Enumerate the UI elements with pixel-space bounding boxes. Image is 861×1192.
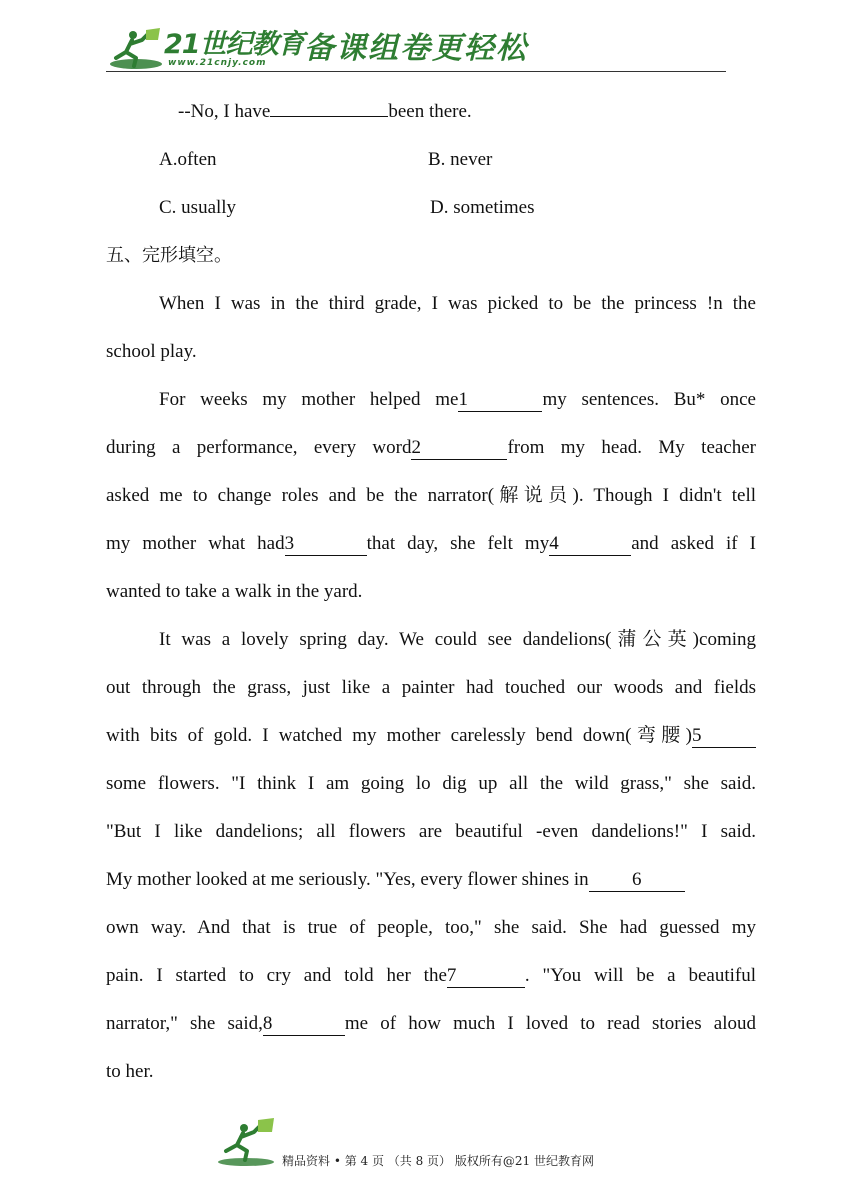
brand-url: www.21cnjy.com <box>168 58 267 68</box>
blank-1: 1 <box>458 389 542 412</box>
answer-blank <box>270 116 388 117</box>
passage-line: during a performance, every word2 from my head. My teacher <box>106 437 756 458</box>
blank-5: 5 <box>692 725 756 748</box>
passage-line: out through the grass, just like a painter had touched our woods and fields <box>106 677 756 698</box>
passage-line: "But I like dandelions; all flowers are beautiful -even dandelions!" I said. <box>106 821 756 842</box>
option-d: D. sometimes <box>430 197 535 218</box>
document-body <box>106 88 756 1096</box>
blank-3: 3 <box>285 533 367 556</box>
passage-line: with bits of gold. I watched my mother carelessly bend down(弯腰)5 <box>106 712 756 760</box>
option-b: B. never <box>428 149 493 170</box>
blank-2: 2 <box>411 437 507 460</box>
brand-slogan: 备课组卷更轻松 <box>304 31 528 66</box>
passage-line: some flowers. "I think I am going lo dig up all the wild grass," she said. <box>106 773 756 794</box>
answer-suffix: been there. <box>388 101 472 122</box>
blank-6: 6 <box>589 869 685 892</box>
passage-line: asked me to change roles and be the narrator(解说员). Though I didn't tell <box>106 485 756 506</box>
page-header <box>106 26 726 76</box>
passage-line: to her. <box>106 1061 154 1082</box>
passage-line: For weeks my mother helped me1 my sentences. Bu* once <box>159 389 756 410</box>
footer-text: 精品资料 • 第 4 页 （共 8 页） 版权所有@21 世纪教育网 <box>282 1154 594 1168</box>
header-divider <box>106 71 726 72</box>
passage-line: My mother looked at me seriously. "Yes, every flower shines in 6 <box>106 856 756 904</box>
options-row-2 <box>106 184 756 232</box>
passage-line: my mother what had3 that day, she felt my4 and asked if I <box>106 533 756 554</box>
blank-4: 4 <box>549 533 631 556</box>
passage-line: school play. <box>106 341 197 362</box>
options-row-1 <box>106 136 756 184</box>
section-heading: 五、完形填空。 <box>106 245 232 266</box>
runner-logo-icon <box>106 28 164 72</box>
blank-7: 7 <box>447 965 525 988</box>
passage-line: wanted to take a walk in the yard. <box>106 581 363 602</box>
runner-logo-icon <box>216 1116 276 1168</box>
blank-8: 8 <box>263 1013 345 1036</box>
answer-line <box>106 88 756 136</box>
passage-line: It was a lovely spring day. We could see dandelions(蒲公英)coming <box>159 629 756 650</box>
passage-line: own way. And that is true of people, too," she said. She had guessed my <box>106 917 756 938</box>
option-a: A.often <box>159 149 217 170</box>
page-footer <box>216 1116 676 1172</box>
option-c: C. usually <box>159 197 237 218</box>
passage-line: pain. I started to cry and told her the7 . "You will be a beautiful <box>106 965 757 986</box>
passage-line: narrator," she said,8 me of how much I loved to read stories aloud <box>106 1013 756 1034</box>
answer-prefix: --No, I have <box>178 101 271 122</box>
passage-line: When I was in the third grade, I was picked to be the princess !n the <box>159 293 756 314</box>
brand-name: 21世纪教育 <box>164 29 304 60</box>
